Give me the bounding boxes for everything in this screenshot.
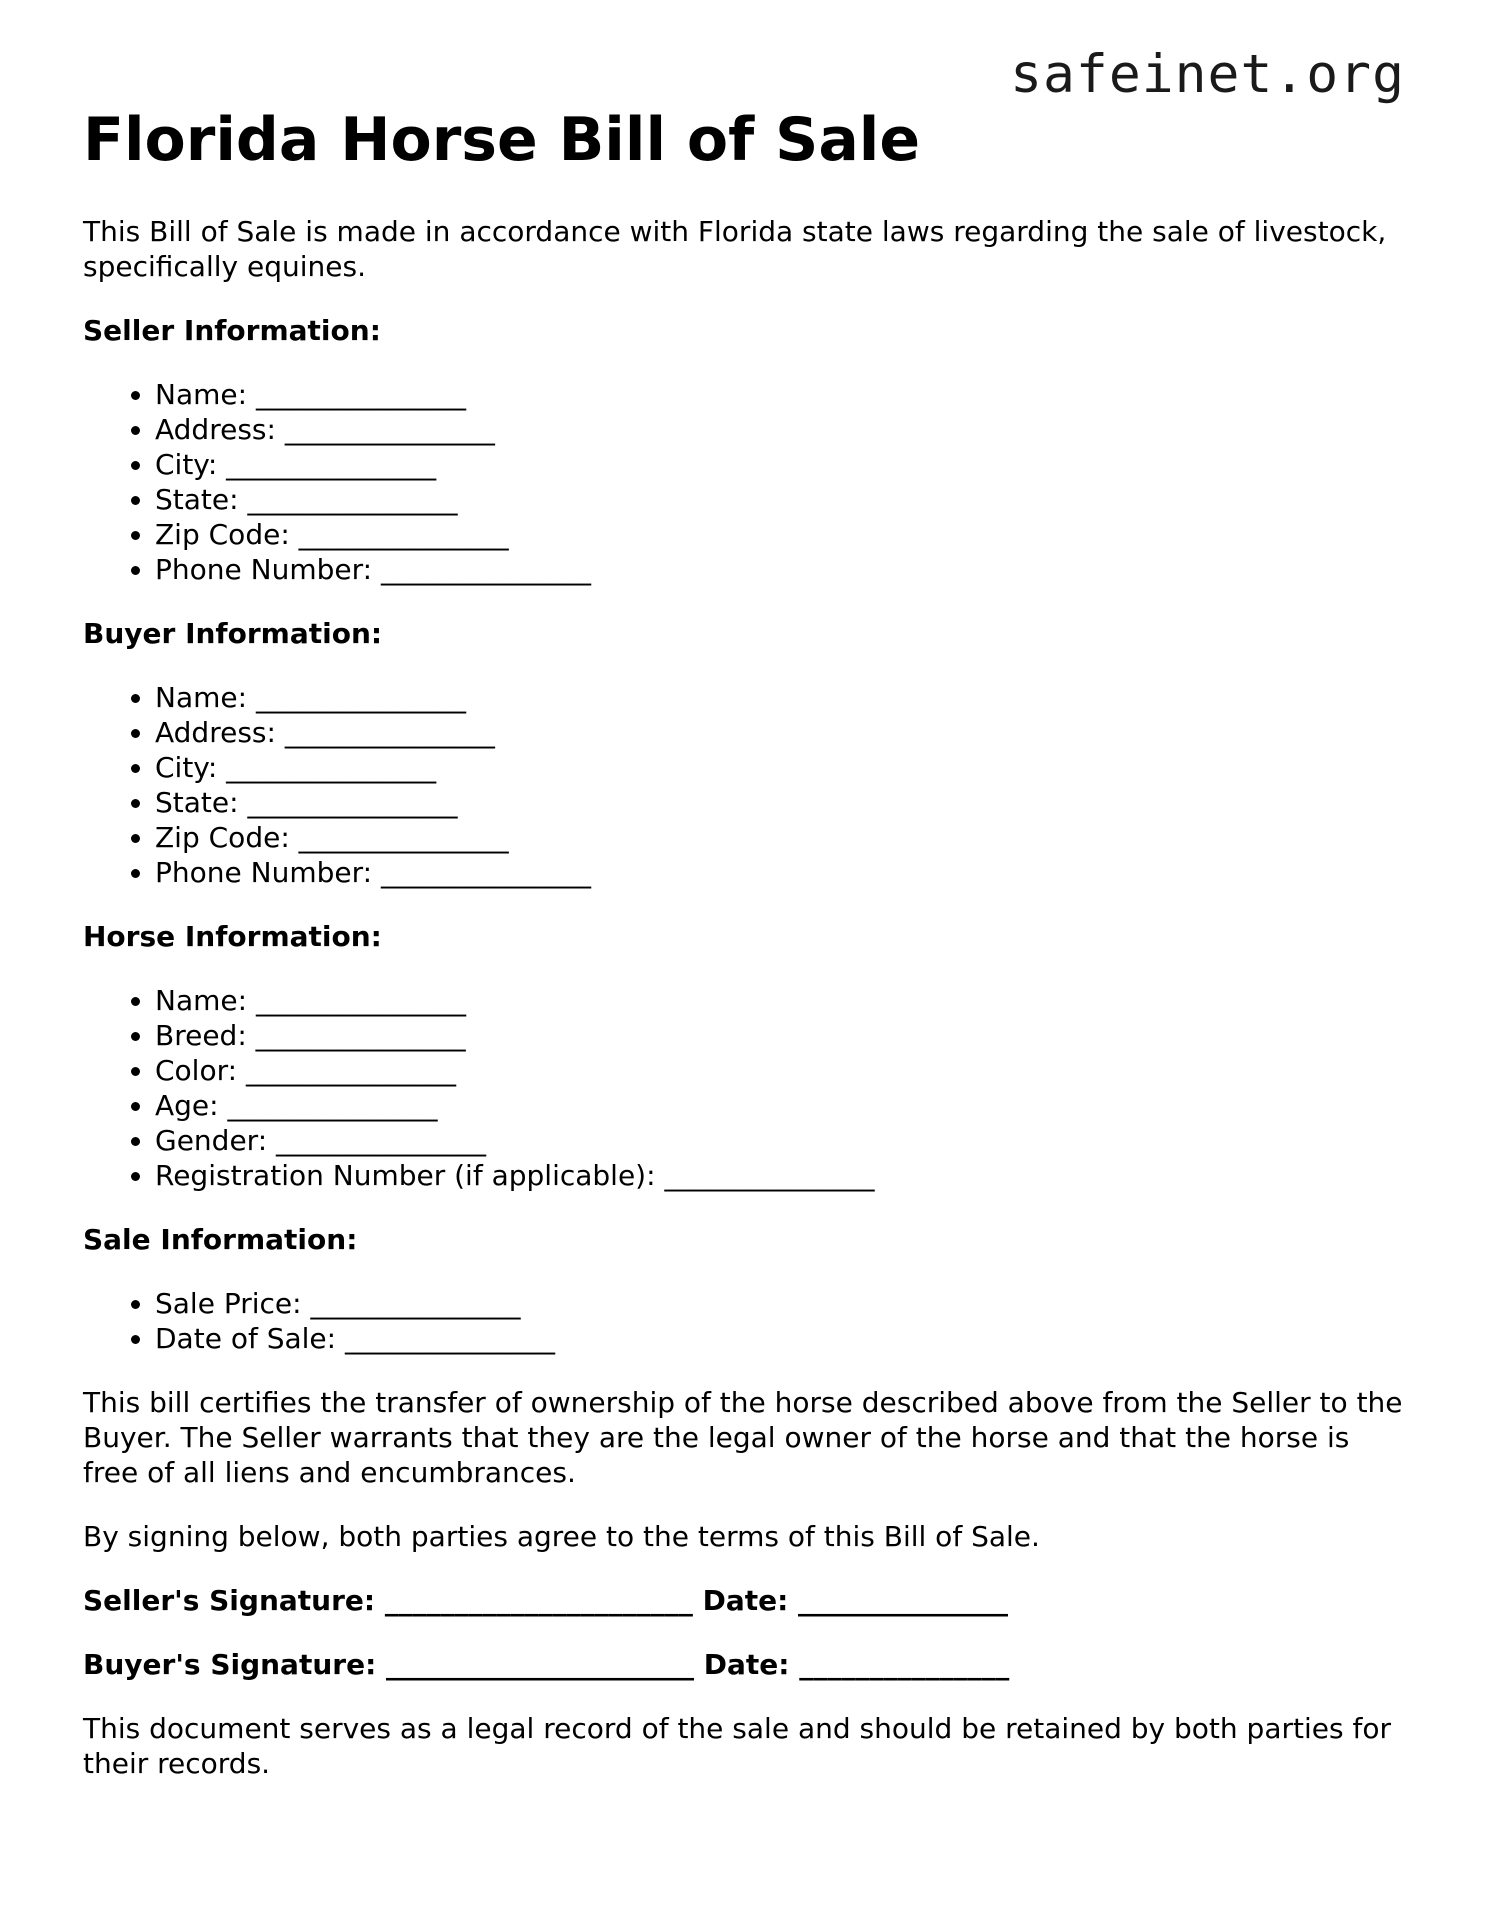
document-page: [83, 100, 1413, 1781]
horse-heading: Horse Information:: [83, 920, 382, 953]
certification-paragraph: This bill certifies the transfer of ownership of the horse described above from the Seller to the Buyer. The Seller warrants that they are the legal owner of the horse and that the horse is free of all liens and encumbrances.: [83, 1386, 1403, 1489]
buyer-state-field[interactable]: • State: _______________: [155, 785, 1413, 820]
seller-zip-field[interactable]: • Zip Code: _______________: [155, 517, 1413, 552]
horse-color-field[interactable]: • Color: _______________: [155, 1053, 1413, 1088]
sale-fields-list: [83, 1286, 1413, 1356]
horse-name-field[interactable]: • Name: _______________: [155, 983, 1413, 1018]
seller-heading: Seller Information:: [83, 314, 381, 347]
buyer-signature-line[interactable]: Buyer's Signature: ______________________ Date: _______________: [83, 1648, 1010, 1681]
horse-registration-field[interactable]: • Registration Number (if applicable): _______________: [155, 1158, 1413, 1193]
seller-state-field[interactable]: • State: _______________: [155, 482, 1413, 517]
buyer-fields-list: [83, 680, 1413, 890]
seller-city-field[interactable]: • City: _______________: [155, 447, 1413, 482]
horse-fields-list: [83, 983, 1413, 1193]
horse-age-field[interactable]: • Age: _______________: [155, 1088, 1413, 1123]
watermark: safeinet.org: [1010, 44, 1405, 105]
sale-date-field[interactable]: • Date of Sale: _______________: [155, 1321, 1413, 1356]
document-title: Florida Horse Bill of Sale: [83, 105, 921, 175]
seller-signature-line[interactable]: Seller's Signature: ______________________ Date: _______________: [83, 1584, 1009, 1617]
intro-paragraph: This Bill of Sale is made in accordance with Florida state laws regarding the sale of livestock, specifically equines.: [83, 215, 1387, 283]
agreement-paragraph: By signing below, both parties agree to the terms of this Bill of Sale.: [83, 1520, 1040, 1553]
seller-phone-field[interactable]: • Phone Number: _______________: [155, 552, 1413, 587]
horse-breed-field[interactable]: • Breed: _______________: [155, 1018, 1413, 1053]
buyer-city-field[interactable]: • City: _______________: [155, 750, 1413, 785]
buyer-address-field[interactable]: • Address: _______________: [155, 715, 1413, 750]
sale-price-field[interactable]: • Sale Price: _______________: [155, 1286, 1413, 1321]
buyer-phone-field[interactable]: • Phone Number: _______________: [155, 855, 1413, 890]
buyer-zip-field[interactable]: • Zip Code: _______________: [155, 820, 1413, 855]
seller-address-field[interactable]: • Address: _______________: [155, 412, 1413, 447]
seller-fields-list: [83, 377, 1413, 587]
horse-gender-field[interactable]: • Gender: _______________: [155, 1123, 1413, 1158]
sale-heading: Sale Information:: [83, 1223, 358, 1256]
closing-paragraph: This document serves as a legal record of the sale and should be retained by both parties for their records.: [83, 1712, 1391, 1780]
buyer-name-field[interactable]: • Name: _______________: [155, 680, 1413, 715]
buyer-heading: Buyer Information:: [83, 617, 383, 650]
seller-name-field[interactable]: • Name: _______________: [155, 377, 1413, 412]
